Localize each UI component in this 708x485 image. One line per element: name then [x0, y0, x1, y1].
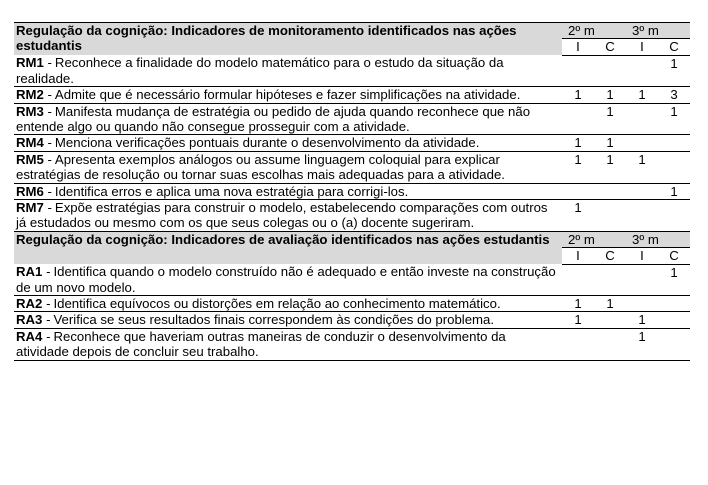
row-code: RA1	[16, 264, 43, 280]
row-code: RA2	[16, 295, 43, 311]
value-cell: 1	[658, 264, 690, 295]
value-cell	[658, 151, 690, 183]
value-cell	[658, 199, 690, 231]
value-cell	[594, 312, 626, 328]
value-cell	[594, 328, 626, 360]
value-cell: 1	[562, 312, 594, 328]
row-description: RM3 - Manifesta mudança de estratégia ou pedido de ajuda quando reconhece que não entende algo ou quando não consegue prosseguir com a atividade.	[14, 103, 562, 135]
table-row	[14, 264, 690, 295]
value-cell	[626, 55, 658, 86]
row-description: RA1 - Identifica quando o modelo construído não é adequado e então investe na construção de um novo modelo.	[14, 264, 562, 295]
value-cell	[626, 135, 658, 151]
row-text: Admite que é necessário formular hipóteses e fazer simplificações na atividade.	[54, 87, 521, 103]
section-header-monitoring	[14, 23, 690, 39]
subheader-i: I	[626, 39, 658, 55]
subheader-c: C	[658, 248, 690, 264]
table-row	[14, 55, 690, 86]
value-cell	[562, 328, 594, 360]
value-cell: 1	[626, 151, 658, 183]
subheader-c: C	[594, 39, 626, 55]
table-row	[14, 183, 690, 199]
row-description: RM5 - Apresenta exemplos análogos ou assume linguagem coloquial para explicar estratégias de resolução ou tornar suas escolhas mais adequadas para a atividade.	[14, 151, 562, 183]
section-title: Regulação da cognição: Indicadores de avaliação identificados nas ações estudantis	[14, 231, 562, 264]
row-code: RA4	[16, 328, 43, 344]
value-cell: 1	[626, 87, 658, 103]
value-cell	[562, 264, 594, 295]
row-text: Manifesta mudança de estratégia ou pedido de ajuda quando reconhece que não entende algo ou quando não consegue prosseguir com a atividade.	[16, 103, 531, 134]
row-description: RM7 - Expõe estratégias para construir o modelo, estabelecendo comparações com outros já estudados ou mesmo com os que seus colegas ou o (a) docente sugeriram.	[14, 199, 562, 231]
value-cell: 1	[562, 151, 594, 183]
row-text: Reconhece a finalidade do modelo matemático para o estudo da situação da realidade.	[16, 55, 504, 86]
row-description: RA2 - Identifica equívocos ou distorções em relação ao conhecimento matemático.	[14, 295, 562, 311]
subheader-i: I	[562, 39, 594, 55]
group-header-3m: 3º m	[626, 231, 690, 247]
section-title: Regulação da cognição: Indicadores de monitoramento identificados nas ações estudantis	[14, 23, 562, 56]
value-cell: 1	[658, 183, 690, 199]
value-cell	[658, 135, 690, 151]
value-cell	[626, 295, 658, 311]
value-cell: 1	[658, 103, 690, 135]
row-text: Identifica equívocos ou distorções em relação ao conhecimento matemático.	[53, 295, 501, 311]
row-code: RM5	[16, 151, 44, 167]
row-text: Menciona verificações pontuais durante o desenvolvimento da atividade.	[54, 135, 480, 151]
row-text: Apresenta exemplos análogos ou assume linguagem coloquial para explicar estratégias de resolução ou tornar suas escolhas mais adequadas para a atividade.	[16, 151, 505, 183]
table-row	[14, 199, 690, 231]
value-cell: 1	[594, 295, 626, 311]
value-cell: 1	[594, 103, 626, 135]
value-cell	[594, 55, 626, 86]
row-text: Expõe estratégias para construir o modelo, estabelecendo comparações com outros já estudados ou mesmo com os que seus colegas ou o (a) docente sugeriram.	[16, 199, 548, 231]
row-text: Verifica se seus resultados finais correspondem às condições do problema.	[53, 312, 495, 328]
row-description: RA4 - Reconhece que haveriam outras maneiras de conduzir o desenvolvimento da atividade depois de concluir seu trabalho.	[14, 328, 562, 360]
group-header-2m: 2º m	[562, 231, 626, 247]
table-row	[14, 151, 690, 183]
value-cell: 1	[562, 295, 594, 311]
row-text: Identifica erros e aplica uma nova estratégia para corrigi-los.	[54, 183, 409, 199]
row-code: RM2	[16, 87, 44, 103]
row-code: RM1	[16, 55, 44, 71]
section-header-evaluation	[14, 231, 690, 247]
value-cell	[626, 264, 658, 295]
row-code: RM6	[16, 183, 44, 199]
value-cell: 3	[658, 87, 690, 103]
table-row	[14, 328, 690, 360]
value-cell: 1	[562, 199, 594, 231]
value-cell	[626, 183, 658, 199]
value-cell: 1	[562, 87, 594, 103]
value-cell: 1	[626, 328, 658, 360]
value-cell	[626, 199, 658, 231]
value-cell	[594, 264, 626, 295]
value-cell	[594, 199, 626, 231]
subheader-c: C	[658, 39, 690, 55]
value-cell	[562, 183, 594, 199]
value-cell	[594, 183, 626, 199]
value-cell: 1	[594, 135, 626, 151]
subheader-i: I	[626, 248, 658, 264]
row-description: RM6 - Identifica erros e aplica uma nova estratégia para corrigi-los.	[14, 183, 562, 199]
value-cell: 1	[594, 151, 626, 183]
value-cell: 1	[626, 312, 658, 328]
table-row	[14, 295, 690, 311]
row-description: RA3 - Verifica se seus resultados finais correspondem às condições do problema.	[14, 312, 562, 328]
subheader-i: I	[562, 248, 594, 264]
subheader-c: C	[594, 248, 626, 264]
table-row	[14, 312, 690, 328]
value-cell	[658, 328, 690, 360]
group-header-3m: 3º m	[626, 23, 690, 39]
row-description: RM2 - Admite que é necessário formular hipóteses e fazer simplificações na atividade.	[14, 87, 562, 103]
row-code: RM4	[16, 135, 44, 151]
value-cell	[658, 295, 690, 311]
value-cell: 1	[594, 87, 626, 103]
row-code: RA3	[16, 312, 43, 328]
row-description: RM4 - Menciona verificações pontuais durante o desenvolvimento da atividade.	[14, 135, 562, 151]
row-description: RM1 - Reconhece a finalidade do modelo matemático para o estudo da situação da realidade.	[14, 55, 562, 86]
value-cell	[658, 312, 690, 328]
row-code: RM3	[16, 103, 44, 119]
value-cell	[626, 103, 658, 135]
group-header-2m: 2º m	[562, 23, 626, 39]
table-row	[14, 135, 690, 151]
value-cell	[562, 55, 594, 86]
table-row	[14, 103, 690, 135]
indicators-table	[14, 22, 690, 361]
value-cell: 1	[658, 55, 690, 86]
value-cell	[562, 103, 594, 135]
row-text: Reconhece que haveriam outras maneiras de conduzir o desenvolvimento da atividade depois de concluir seu trabalho.	[16, 328, 506, 360]
table-row	[14, 87, 690, 103]
row-text: Identifica quando o modelo construído não é adequado e então investe na construção de um novo modelo.	[16, 264, 556, 295]
row-code: RM7	[16, 199, 44, 215]
value-cell: 1	[562, 135, 594, 151]
